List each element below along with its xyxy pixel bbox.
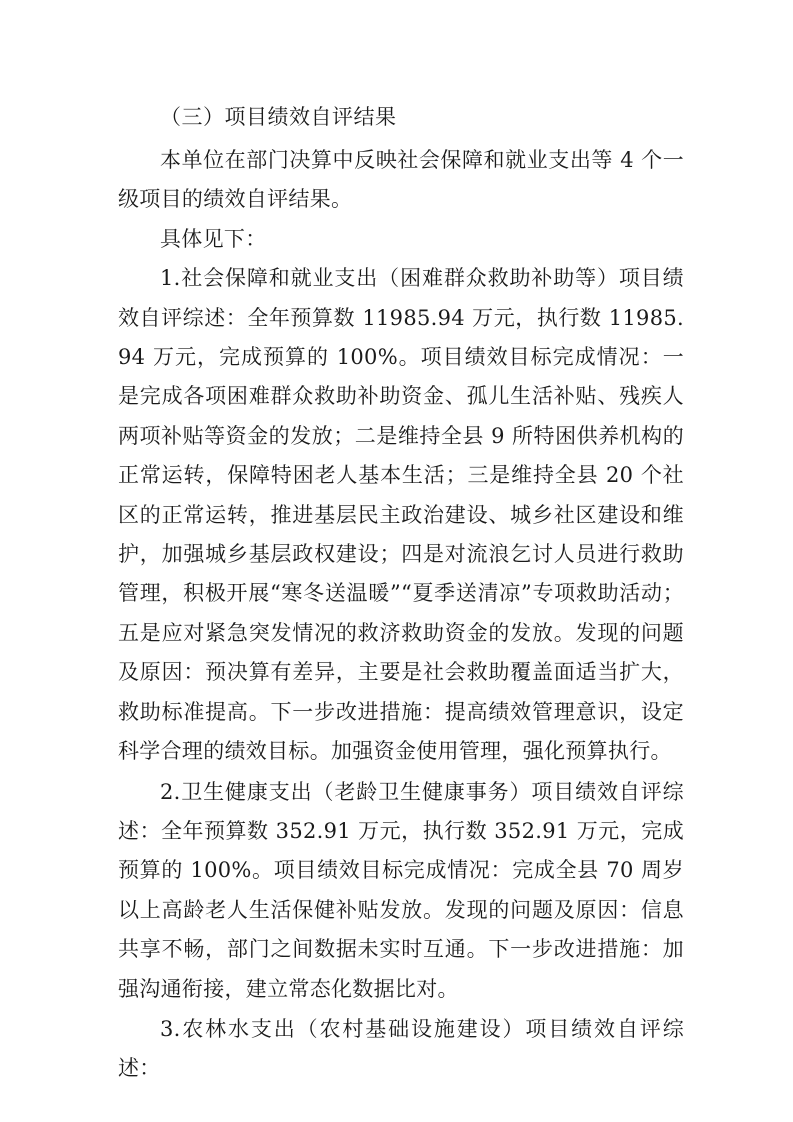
intro-paragraph: 本单位在部门决算中反映社会保障和就业支出等 4 个一级项目的绩效自评结果。 — [118, 148, 684, 212]
project-1-paragraph: 1.社会保障和就业支出（困难群众救助补助等）项目绩效自评综述：全年预算数 11985.94 万元，执行数 11985.94 万元，完成预算的 100%。项目绩效目标完成情况：一是完成各项困难群众救助补助资金、孤儿生活补贴、残疾人两项补贴等资金的发放；二是维持全县 9 所特困供养机构的正常运转，保障特困老人基本生活；三是维持全县 20 个社区的正常运转，推进基层民主政治建设、城乡社区建设和维护，加强城乡基层政权建设；四是对流浪乞讨人员进行救助管理，积极开展“寒冬送温暖”“夏季送清凉”专项救助活动；五是应对紧急突发情况的救济救助资金的发放。发现的问题及原因：预决算有差异，主要是社会救助覆盖面适当扩大，救助标准提高。下一步改进措施：提高绩效管理意识，设定科学合理的绩效目标。加强资金使用管理，强化预算执行。 — [118, 266, 684, 764]
project-3-paragraph: 3.农林水支出（农村基础设施建设）项目绩效自评综述： — [118, 1016, 684, 1081]
details-lead-paragraph: 具体见下： — [160, 226, 267, 251]
document-body — [118, 95, 684, 1089]
section-heading: （三）项目绩效自评结果 — [160, 105, 397, 129]
project-2-paragraph: 2.卫生健康支出（老龄卫生健康事务）项目绩效自评综述：全年预算数 352.91 万元，执行数 352.91 万元，完成预算的 100%。项目绩效目标完成情况：完成全县 70 周岁以上高龄老人生活保健补贴发放。发现的问题及原因：信息共享不畅，部门之间数据未实时互通。下一步改进措施：加强沟通衔接，建立常态化数据比对。 — [118, 779, 684, 1001]
